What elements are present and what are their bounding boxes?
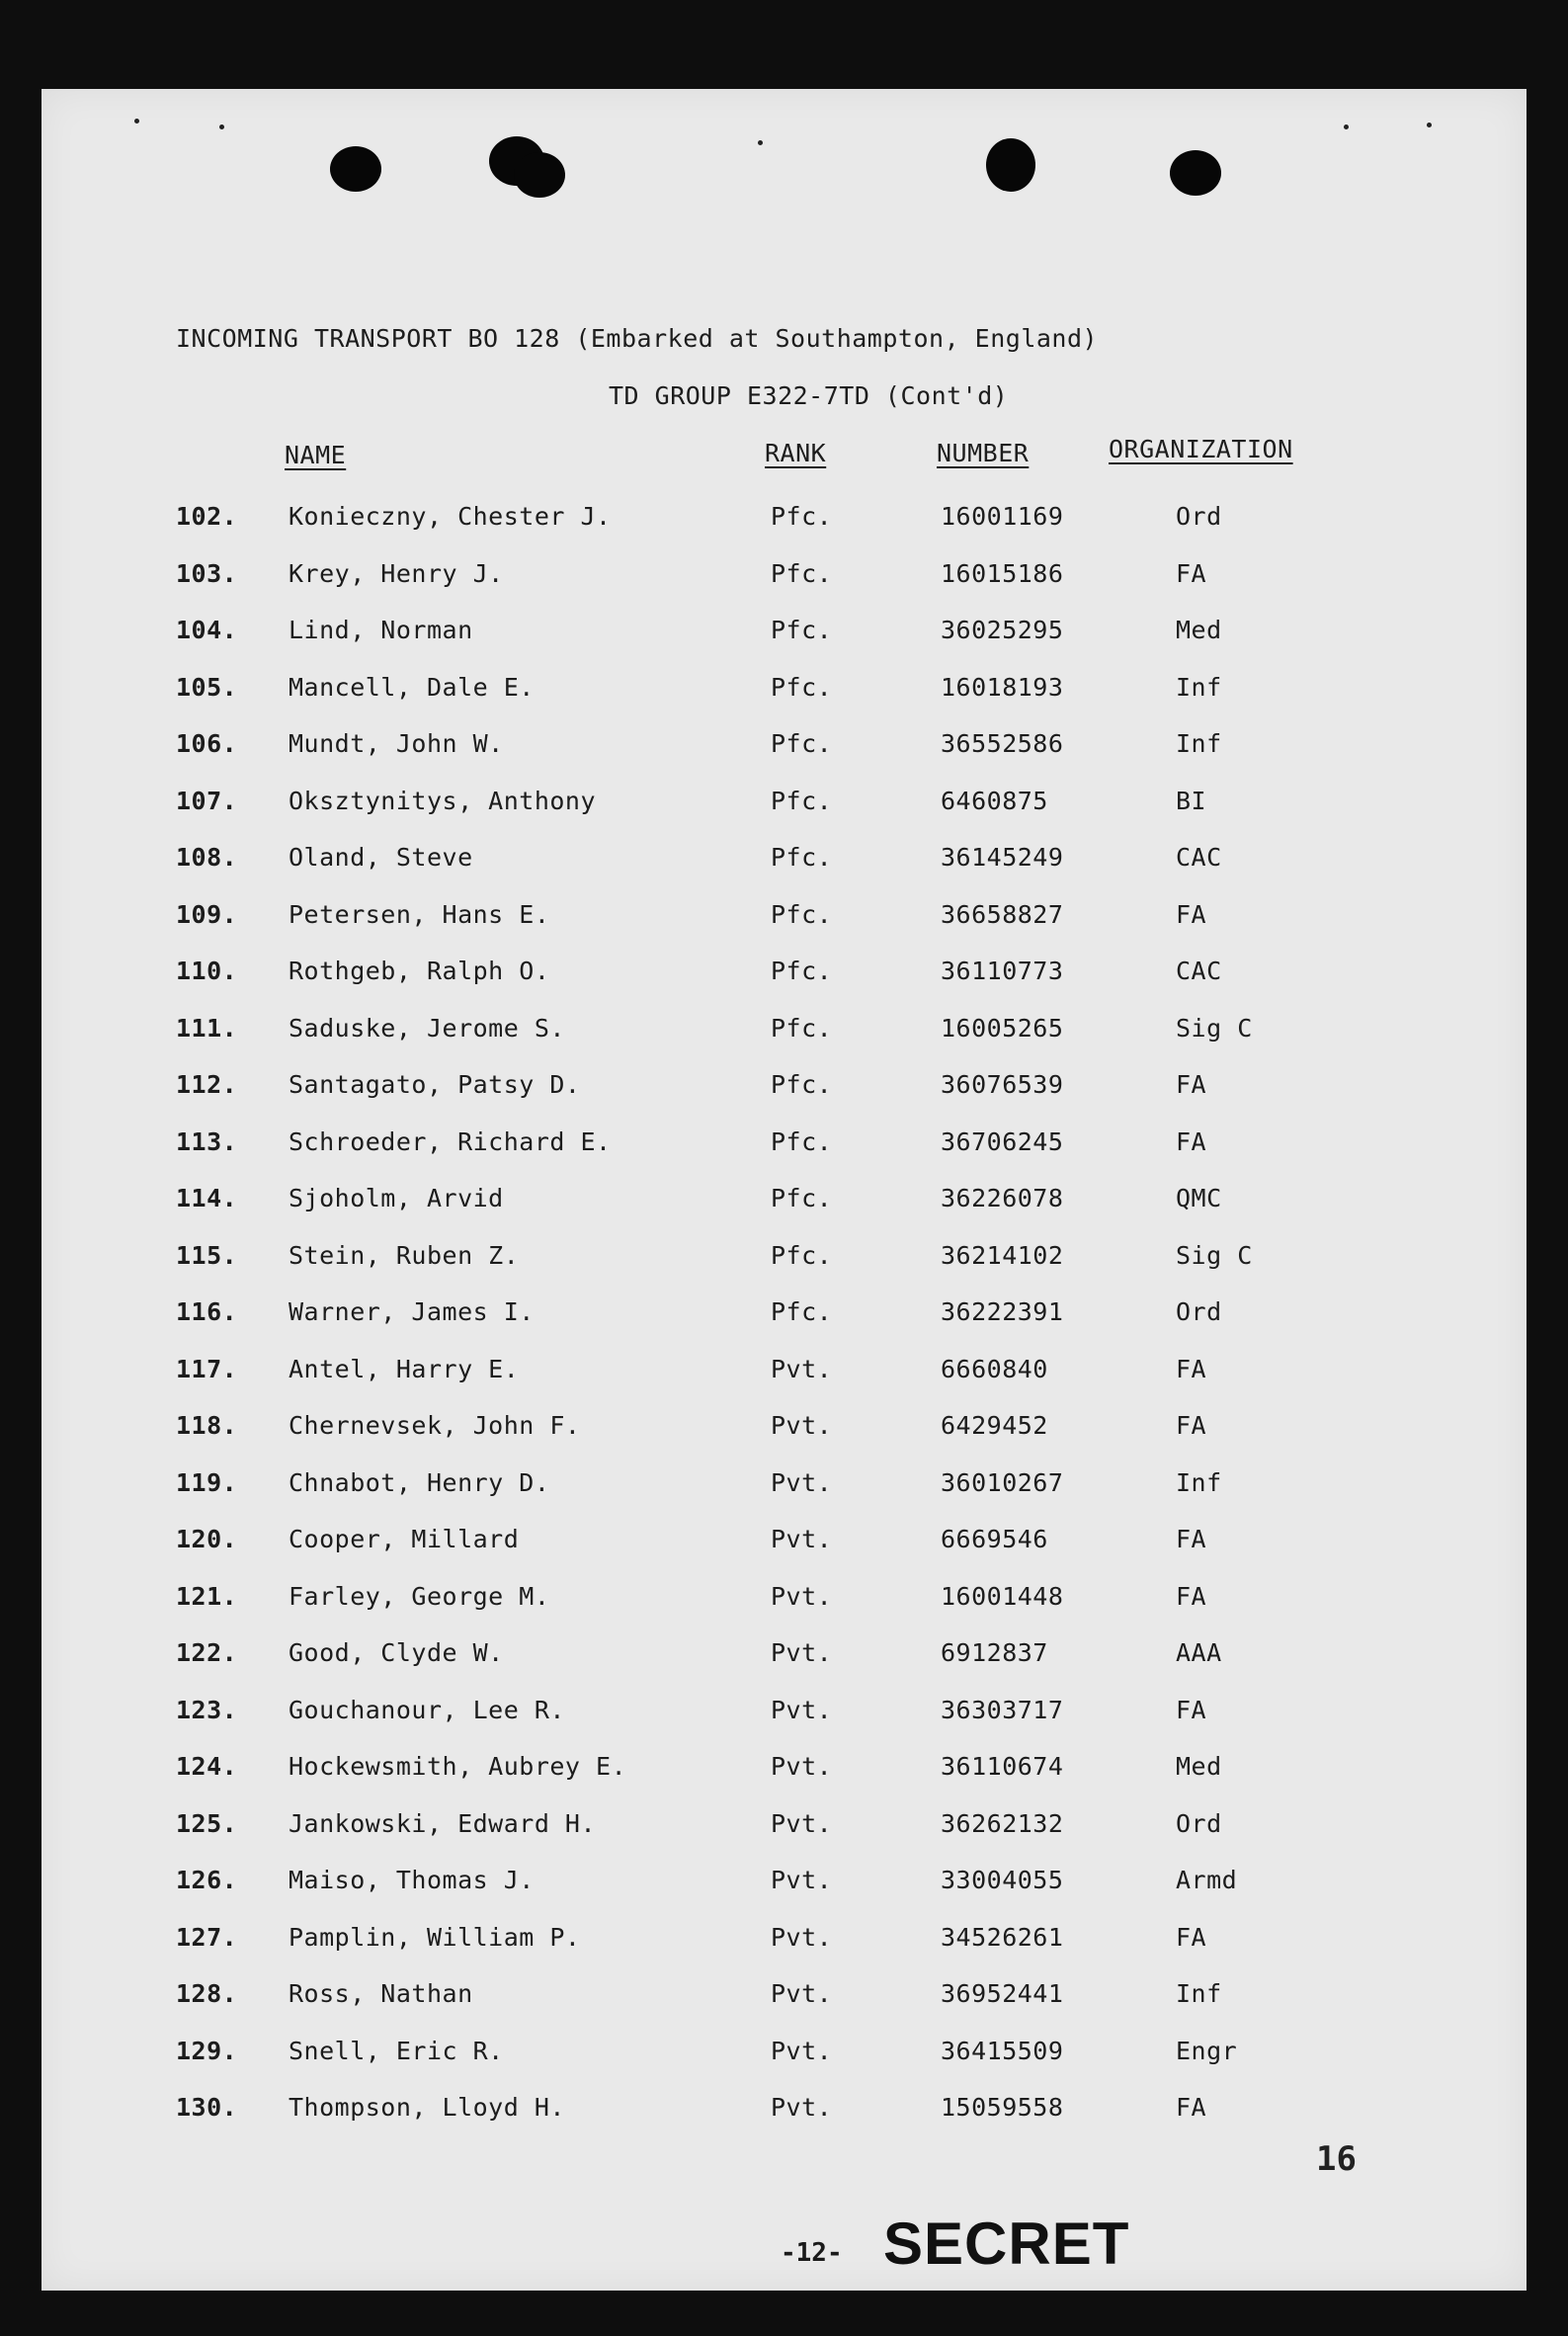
row-name: Sjoholm, Arvid: [289, 1184, 504, 1212]
roster-row: [41, 1525, 1527, 1564]
row-organization: FA: [1176, 1411, 1207, 1440]
row-number: 106.: [176, 729, 238, 758]
row-name: Pamplin, William P.: [289, 1922, 581, 1952]
row-name: Ross, Nathan: [289, 1979, 473, 2008]
roster-row: [41, 1809, 1527, 1849]
row-serial-number: 34526261: [941, 1922, 1064, 1952]
row-organization: Med: [1176, 1752, 1222, 1781]
row-number: 116.: [176, 1297, 238, 1326]
row-name: Stein, Ruben Z.: [289, 1240, 520, 1270]
row-rank: Pvt.: [771, 1411, 833, 1440]
row-name: Saduske, Jerome S.: [289, 1013, 565, 1043]
row-organization: Sig C: [1176, 1013, 1253, 1043]
row-rank: Pfc.: [771, 502, 833, 531]
row-rank: Pvt.: [771, 1695, 833, 1724]
row-rank: Pvt.: [771, 1638, 833, 1667]
row-serial-number: 36303717: [941, 1695, 1064, 1724]
row-serial-number: 36010267: [941, 1467, 1064, 1497]
row-organization: Engr: [1176, 2036, 1238, 2065]
row-rank: Pvt.: [771, 2036, 833, 2065]
row-name: Mancell, Dale E.: [289, 672, 535, 702]
roster-row: [41, 1184, 1527, 1223]
roster-row: [41, 2093, 1527, 2132]
row-number: 119.: [176, 1467, 238, 1497]
row-organization: Inf: [1176, 729, 1222, 758]
row-organization: FA: [1176, 1695, 1207, 1724]
roster-row: [41, 1355, 1527, 1394]
row-name: Chnabot, Henry D.: [289, 1467, 550, 1497]
row-number: 109.: [176, 899, 238, 929]
row-rank: Pfc.: [771, 957, 833, 985]
punch-hole: [1170, 150, 1221, 196]
roster-row: [41, 1411, 1527, 1451]
roster-row: [41, 1297, 1527, 1337]
row-number: 124.: [176, 1752, 238, 1781]
row-serial-number: 36076539: [941, 1070, 1064, 1099]
punch-hole: [514, 152, 565, 198]
row-name: Hockewsmith, Aubrey E.: [289, 1752, 627, 1781]
row-number: 113.: [176, 1126, 238, 1156]
row-organization: AAA: [1176, 1638, 1222, 1667]
roster-row: [41, 1696, 1527, 1735]
row-organization: CAC: [1176, 843, 1222, 872]
footer-page-label: -12-: [781, 2238, 843, 2268]
row-name: Snell, Eric R.: [289, 2036, 504, 2065]
row-serial-number: 6912837: [941, 1638, 1048, 1667]
document-page: [41, 89, 1527, 2291]
row-name: Thompson, Lloyd H.: [289, 2093, 565, 2122]
row-rank: Pfc.: [771, 1013, 833, 1043]
row-serial-number: 36706245: [941, 1126, 1064, 1156]
row-serial-number: 36552586: [941, 729, 1064, 758]
row-organization: FA: [1176, 899, 1207, 929]
document-subtitle: TD GROUP E322-7TD (Cont'd): [609, 381, 1009, 410]
speck: [1344, 125, 1349, 129]
row-rank: Pfc.: [771, 729, 833, 758]
punch-hole: [330, 146, 381, 192]
row-serial-number: 36145249: [941, 843, 1064, 872]
row-number: 114.: [176, 1184, 238, 1212]
row-organization: Ord: [1176, 1808, 1222, 1838]
speck: [219, 125, 224, 129]
row-serial-number: 16015186: [941, 558, 1064, 588]
row-number: 102.: [176, 502, 238, 531]
row-rank: Pvt.: [771, 2093, 833, 2122]
row-serial-number: 15059558: [941, 2093, 1064, 2122]
row-name: Lind, Norman: [289, 616, 473, 644]
row-name: Krey, Henry J.: [289, 558, 504, 588]
punch-hole: [986, 138, 1035, 192]
row-rank: Pvt.: [771, 1866, 833, 1894]
row-number: 122.: [176, 1638, 238, 1667]
row-organization: Ord: [1176, 502, 1222, 531]
row-name: Santagato, Patsy D.: [289, 1070, 581, 1099]
row-organization: BI: [1176, 786, 1207, 815]
row-organization: Inf: [1176, 1467, 1222, 1497]
row-rank: Pvt.: [771, 1354, 833, 1383]
row-serial-number: 36025295: [941, 616, 1064, 644]
row-organization: FA: [1176, 1525, 1207, 1553]
roster-row: [41, 957, 1527, 996]
row-name: Cooper, Millard: [289, 1525, 520, 1553]
row-serial-number: 16001448: [941, 1581, 1064, 1611]
roster-row: [41, 1638, 1527, 1678]
classification-stamp: SECRET: [883, 2211, 1130, 2277]
speck: [134, 119, 139, 124]
row-rank: Pvt.: [771, 1581, 833, 1611]
row-organization: Armd: [1176, 1866, 1238, 1894]
header-number: NUMBER: [937, 439, 1030, 467]
row-serial-number: 36222391: [941, 1297, 1064, 1326]
roster-row: [41, 1582, 1527, 1622]
row-organization: FA: [1176, 1126, 1207, 1156]
row-number: 125.: [176, 1808, 238, 1838]
row-organization: FA: [1176, 1070, 1207, 1099]
header-rank: RANK: [765, 439, 827, 467]
roster-row: [41, 843, 1527, 882]
row-number: 112.: [176, 1070, 238, 1099]
row-serial-number: 36952441: [941, 1979, 1064, 2008]
row-rank: Pfc.: [771, 1184, 833, 1212]
row-number: 117.: [176, 1354, 238, 1383]
row-serial-number: 36262132: [941, 1808, 1064, 1838]
row-number: 118.: [176, 1411, 238, 1440]
row-rank: Pfc.: [771, 1070, 833, 1099]
row-rank: Pvt.: [771, 1467, 833, 1497]
row-rank: Pfc.: [771, 786, 833, 815]
roster-row: [41, 787, 1527, 826]
row-serial-number: 6429452: [941, 1411, 1048, 1440]
document-title: INCOMING TRANSPORT BO 128 (Embarked at Southampton, England): [176, 324, 1099, 353]
row-serial-number: 16018193: [941, 672, 1064, 702]
row-number: 123.: [176, 1695, 238, 1724]
row-name: Jankowski, Edward H.: [289, 1808, 597, 1838]
row-number: 127.: [176, 1922, 238, 1952]
roster-row: [41, 900, 1527, 940]
row-name: Petersen, Hans E.: [289, 899, 550, 929]
row-number: 111.: [176, 1013, 238, 1043]
row-organization: Med: [1176, 616, 1222, 644]
row-serial-number: 6660840: [941, 1354, 1048, 1383]
row-organization: FA: [1176, 1354, 1207, 1383]
row-serial-number: 36658827: [941, 899, 1064, 929]
row-number: 129.: [176, 2036, 238, 2065]
row-rank: Pfc.: [771, 843, 833, 872]
row-rank: Pfc.: [771, 1240, 833, 1270]
roster-row: [41, 559, 1527, 599]
row-number: 120.: [176, 1525, 238, 1553]
roster-row: [41, 1241, 1527, 1281]
row-name: Schroeder, Richard E.: [289, 1126, 612, 1156]
row-serial-number: 16005265: [941, 1013, 1064, 1043]
header-organization: ORGANIZATION: [1109, 435, 1293, 463]
row-organization: FA: [1176, 1922, 1207, 1952]
roster-row: [41, 616, 1527, 655]
row-name: Maiso, Thomas J.: [289, 1866, 535, 1894]
row-number: 104.: [176, 616, 238, 644]
row-name: Mundt, John W.: [289, 729, 504, 758]
row-serial-number: 36110674: [941, 1752, 1064, 1781]
row-serial-number: 36214102: [941, 1240, 1064, 1270]
row-name: Gouchanour, Lee R.: [289, 1695, 565, 1724]
row-number: 110.: [176, 957, 238, 985]
row-rank: Pvt.: [771, 1752, 833, 1781]
row-serial-number: 6669546: [941, 1525, 1048, 1553]
row-rank: Pfc.: [771, 899, 833, 929]
row-rank: Pfc.: [771, 1126, 833, 1156]
row-name: Warner, James I.: [289, 1297, 535, 1326]
row-rank: Pvt.: [771, 1525, 833, 1553]
row-rank: Pvt.: [771, 1922, 833, 1952]
row-name: Good, Clyde W.: [289, 1638, 504, 1667]
row-rank: Pfc.: [771, 558, 833, 588]
row-serial-number: 36415509: [941, 2036, 1064, 2065]
row-name: Oland, Steve: [289, 843, 473, 872]
row-name: Oksztynitys, Anthony: [289, 786, 597, 815]
roster-row: [41, 729, 1527, 769]
row-serial-number: 36110773: [941, 957, 1064, 985]
row-rank: Pvt.: [771, 1808, 833, 1838]
speck: [758, 140, 763, 145]
row-organization: Sig C: [1176, 1240, 1253, 1270]
row-number: 108.: [176, 843, 238, 872]
row-serial-number: 16001169: [941, 502, 1064, 531]
row-number: 121.: [176, 1581, 238, 1611]
row-organization: Ord: [1176, 1297, 1222, 1326]
row-rank: Pfc.: [771, 616, 833, 644]
row-number: 115.: [176, 1240, 238, 1270]
row-organization: FA: [1176, 558, 1207, 588]
row-organization: Inf: [1176, 1979, 1222, 2008]
speck: [1427, 123, 1432, 127]
row-number: 103.: [176, 558, 238, 588]
roster-row: [41, 1979, 1527, 2019]
row-organization: Inf: [1176, 672, 1222, 702]
header-name: NAME: [285, 441, 347, 469]
row-rank: Pvt.: [771, 1979, 833, 2008]
row-number: 107.: [176, 786, 238, 815]
row-number: 105.: [176, 672, 238, 702]
row-serial-number: 33004055: [941, 1866, 1064, 1894]
row-organization: QMC: [1176, 1184, 1222, 1212]
row-number: 130.: [176, 2093, 238, 2122]
row-organization: FA: [1176, 1581, 1207, 1611]
row-rank: Pfc.: [771, 672, 833, 702]
roster-row: [41, 1752, 1527, 1792]
roster-row: [41, 1127, 1527, 1167]
row-name: Antel, Harry E.: [289, 1354, 520, 1383]
roster-row: [41, 1070, 1527, 1110]
page-number: 16: [1316, 2139, 1357, 2179]
roster-row: [41, 1866, 1527, 1905]
roster-row: [41, 1014, 1527, 1053]
row-serial-number: 36226078: [941, 1184, 1064, 1212]
row-serial-number: 6460875: [941, 786, 1048, 815]
roster-row: [41, 502, 1527, 542]
row-organization: CAC: [1176, 957, 1222, 985]
row-number: 128.: [176, 1979, 238, 2008]
row-name: Farley, George M.: [289, 1581, 550, 1611]
row-name: Konieczny, Chester J.: [289, 502, 612, 531]
roster-row: [41, 673, 1527, 712]
row-number: 126.: [176, 1866, 238, 1894]
roster-row: [41, 2037, 1527, 2076]
row-organization: FA: [1176, 2093, 1207, 2122]
row-rank: Pfc.: [771, 1297, 833, 1326]
row-name: Chernevsek, John F.: [289, 1411, 581, 1440]
row-name: Rothgeb, Ralph O.: [289, 957, 550, 985]
roster-row: [41, 1468, 1527, 1508]
roster-row: [41, 1923, 1527, 1962]
